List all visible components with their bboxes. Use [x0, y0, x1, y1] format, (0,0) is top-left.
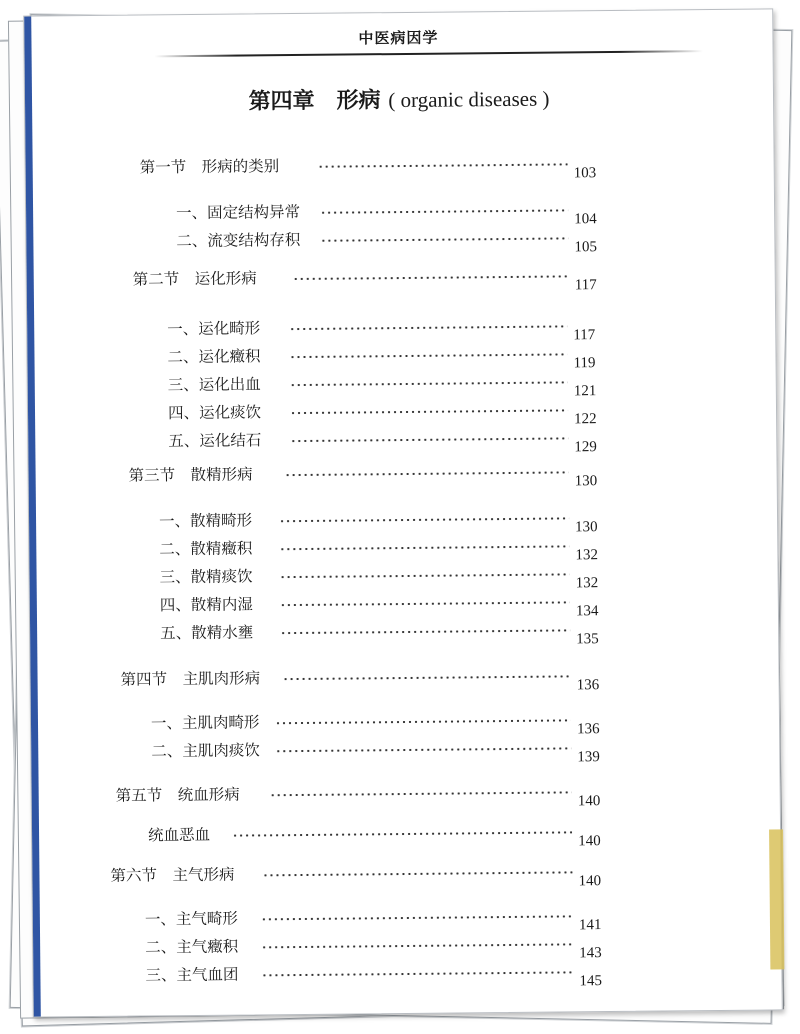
toc-entry-label: 一、主肌肉畸形 [150, 713, 260, 733]
toc-entry-page-number: 117 [573, 327, 596, 344]
toc-entry-label: 一、散精畸形 [158, 511, 253, 531]
toc-entry-page-number: 103 [573, 165, 597, 182]
toc-leader-dots [290, 409, 568, 414]
toc-entry-page-number: 140 [578, 873, 602, 890]
toc-entry-label: 一、固定结构异常 [176, 202, 301, 223]
toc-leader-dots [293, 275, 569, 280]
toc-leader-dots [232, 831, 572, 836]
toc-entry [160, 616, 670, 648]
toc-leader-dots [283, 675, 571, 680]
toc-entry-label: 二、主气癥积 [145, 937, 239, 957]
toc-entry-label: 第三节 散精形病 [128, 465, 253, 485]
toc-entry [159, 560, 669, 592]
running-head: 中医病因学 [358, 28, 439, 48]
toc-entry-label: 统血恶血 [147, 825, 211, 845]
toc-entry [159, 588, 670, 620]
toc-entry-label: 三、运化出血 [167, 375, 261, 395]
toc-entry [110, 858, 672, 890]
toc-entry [128, 458, 669, 490]
toc-leader-dots [318, 163, 568, 167]
toc-entry-label: 第四节 主肌肉形病 [120, 669, 261, 689]
toc-entry-label: 二、运化癥积 [167, 347, 261, 367]
toc-leader-dots [279, 517, 569, 522]
toc-leader-dots [261, 971, 573, 976]
toc-leader-dots [270, 791, 572, 796]
toc-leader-dots [261, 915, 573, 920]
toc-entry-label: 第六节 主气形病 [110, 865, 235, 885]
toc-entry-page-number: 136 [577, 721, 600, 738]
toc-leader-dots [280, 601, 570, 606]
toc-leader-dots [275, 747, 571, 752]
chapter-title-en: ( organic diseases ) [388, 86, 550, 113]
toc-entry-page-number: 130 [574, 473, 598, 490]
toc-entry-label: 一、主气畸形 [144, 909, 238, 929]
toc-entry [167, 340, 667, 372]
toc-entry-page-number: 139 [577, 749, 600, 766]
toc-leader-dots [285, 471, 569, 476]
toc-entry [145, 930, 673, 962]
toc-entry [115, 778, 672, 810]
toc-entry [176, 224, 666, 256]
toc-entry-page-number: 135 [576, 631, 599, 648]
toc-leader-dots [290, 381, 568, 386]
toc-entry [147, 818, 672, 850]
toc-entry [158, 504, 669, 536]
toc-entry [176, 196, 666, 228]
toc-entry-page-number: 143 [579, 945, 602, 962]
toc-entry [159, 532, 669, 564]
toc-entry-label: 第一节 形病的类别 [139, 157, 280, 177]
toc-entry [144, 902, 673, 934]
toc-leader-dots [290, 437, 568, 442]
toc-entry [168, 424, 668, 456]
toc-entry-label: 二、主肌肉痰饮 [151, 741, 260, 761]
toc-leader-dots [261, 943, 573, 948]
toc-entry-page-number: 132 [575, 575, 599, 592]
toc-entry-label: 第五节 统血形病 [115, 785, 240, 805]
toc-entry-label: 五、散精水壅 [160, 623, 254, 643]
toc-entry-label: 四、运化痰饮 [167, 403, 262, 423]
toc-entry-label: 二、流变结构存积 [176, 230, 301, 251]
toc-entry-label: 四、散精内湿 [159, 595, 253, 615]
toc-leader-dots [320, 209, 568, 213]
toc-leader-dots [289, 325, 567, 330]
toc-leader-dots [275, 719, 571, 724]
toc-entry-label: 二、散精癥积 [159, 539, 253, 559]
toc-entry [150, 706, 671, 738]
toc-entry [167, 368, 668, 400]
toc-entry-page-number: 105 [574, 239, 598, 256]
toc-entry-page-number: 104 [574, 211, 597, 228]
toc-entry-page-number: 145 [579, 973, 603, 990]
toc-entry-page-number: 122 [574, 411, 597, 428]
toc-leader-dots [289, 353, 567, 358]
toc-leader-dots [280, 573, 570, 578]
toc-entry-page-number: 141 [578, 917, 602, 934]
toc-entry-page-number: 134 [575, 603, 599, 620]
toc-entry-page-number: 117 [574, 277, 597, 294]
toc-entry [151, 734, 671, 766]
toc-entry-label: 三、散精痰饮 [159, 567, 253, 587]
toc-leader-dots [320, 237, 568, 241]
toc-entry [145, 958, 673, 990]
document-page [23, 8, 783, 1017]
toc-entry-label: 五、运化结石 [168, 431, 262, 451]
toc-entry [132, 262, 667, 294]
toc-entry-page-number: 121 [573, 383, 597, 400]
table-of-contents [24, 9, 782, 1016]
toc-entry [120, 662, 670, 694]
toc-entry-page-number: 129 [574, 439, 597, 456]
toc-entry-page-number: 130 [575, 519, 598, 536]
toc-entry-page-number: 140 [578, 833, 601, 850]
toc-leader-dots [280, 629, 570, 634]
toc-entry-page-number: 119 [573, 355, 596, 372]
toc-entry-label: 三、主气血团 [145, 965, 239, 985]
toc-leader-dots [279, 545, 569, 550]
toc-entry-page-number: 140 [577, 793, 601, 810]
toc-leader-dots [262, 871, 572, 876]
chapter-title-cn: 第四章 形病 [248, 87, 381, 115]
toc-entry-label: 第二节 运化形病 [132, 269, 257, 289]
toc-entry-page-number: 136 [576, 677, 600, 694]
toc-entry-page-number: 132 [575, 547, 598, 564]
toc-entry [139, 150, 666, 182]
toc-entry [167, 396, 668, 428]
toc-entry [167, 312, 667, 344]
toc-entry-label: 一、运化畸形 [167, 319, 261, 339]
